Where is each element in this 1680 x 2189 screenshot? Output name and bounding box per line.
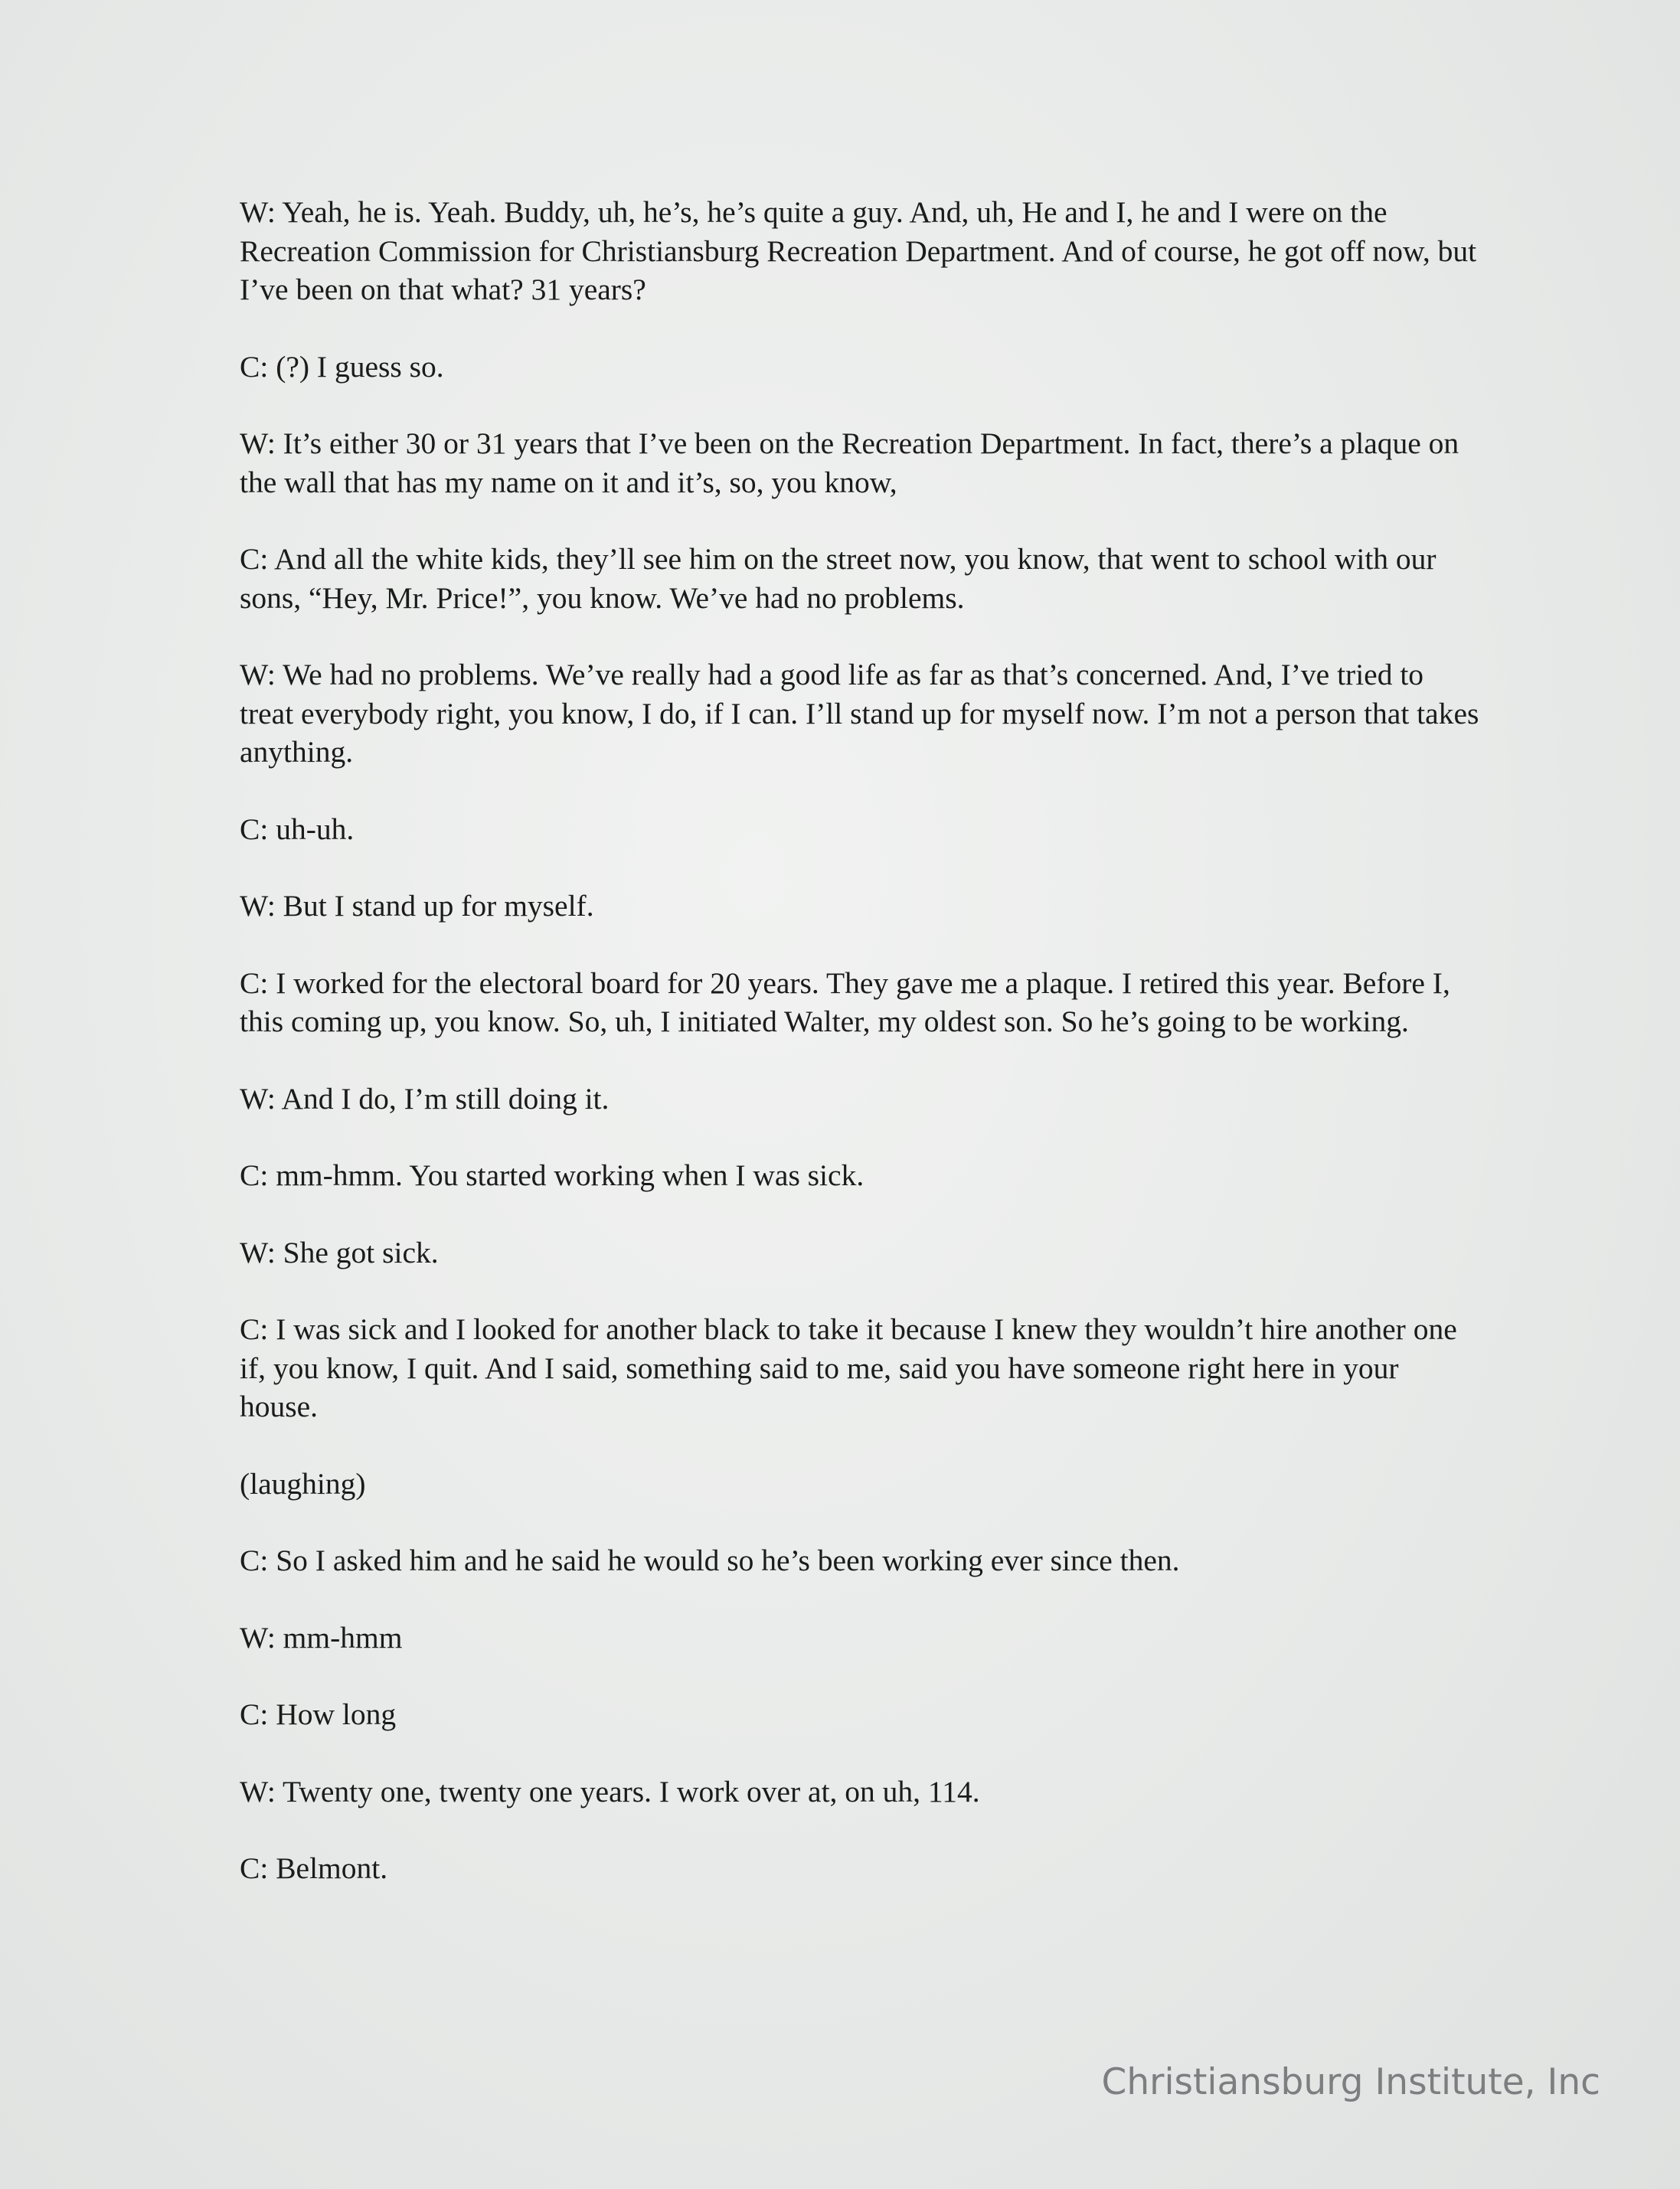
transcript-paragraph: W: We had no problems. We’ve really had a good life as far as that’s concerned. And, I’ve tried to treat everybody right, you know, I do, if I can. I’ll stand up for myself now. I’m not a person that takes anything. <box>240 658 1479 769</box>
transcript-paragraph: W: And I do, I’m still doing it. <box>240 1081 610 1116</box>
transcript-paragraph: W: mm-hmm <box>240 1620 403 1655</box>
transcript-paragraph: C: How long <box>240 1697 397 1731</box>
transcript-paragraph: C: uh-uh. <box>240 812 355 846</box>
transcript-paragraph: (laughing) <box>240 1466 366 1501</box>
transcript-paragraph: C: I worked for the electoral board for 20 years. They gave me a plaque. I retired this year. Before I, this coming up, you know. So, uh, I initiated Walter, my oldest son. So he’s going to be working. <box>240 965 1450 1038</box>
transcript-paragraph: C: So I asked him and he said he would so he’s been working ever since then. <box>240 1544 1180 1577</box>
transcript-paragraph: C: mm-hmm. You started working when I was sick. <box>240 1158 865 1192</box>
interview-transcript <box>240 193 1480 1926</box>
transcript-paragraph: W: She got sick. <box>240 1235 439 1269</box>
transcript-paragraph: W: It’s either 30 or 31 years that I’ve been on the Recreation Department. In fact, there’s a plaque on the wall that has my name on it and it’s, so, you know, <box>240 426 1459 499</box>
transcript-paragraph: W: Twenty one, twenty one years. I work over at, on uh, 114. <box>240 1774 980 1808</box>
transcript-paragraph: W: Yeah, he is. Yeah. Buddy, uh, he’s, he’s quite a guy. And, uh, He and I, he and I were on the Recreation Commission for Christiansburg Recreation Department. And of course, he got off now, but I’ve been on that what? 31 years? <box>240 195 1477 306</box>
transcript-paragraph: C: I was sick and I looked for another black to take it because I knew they wouldn’t hire another one if, you know, I quit. And I said, something said to me, said you have someone right here in your house. <box>240 1312 1457 1423</box>
transcript-paragraph: C: (?) I guess so. <box>240 349 444 384</box>
transcript-paragraph: C: Belmont. <box>240 1851 388 1885</box>
institution-watermark: Christiansburg Institute, Inc <box>1101 2061 1600 2103</box>
transcript-paragraph: W: But I stand up for myself. <box>240 889 594 923</box>
transcript-paragraph: C: And all the white kids, they’ll see him on the street now, you know, that went to school with our sons, “Hey, Mr. Price!”, you know. We’ve had no problems. <box>240 542 1436 615</box>
